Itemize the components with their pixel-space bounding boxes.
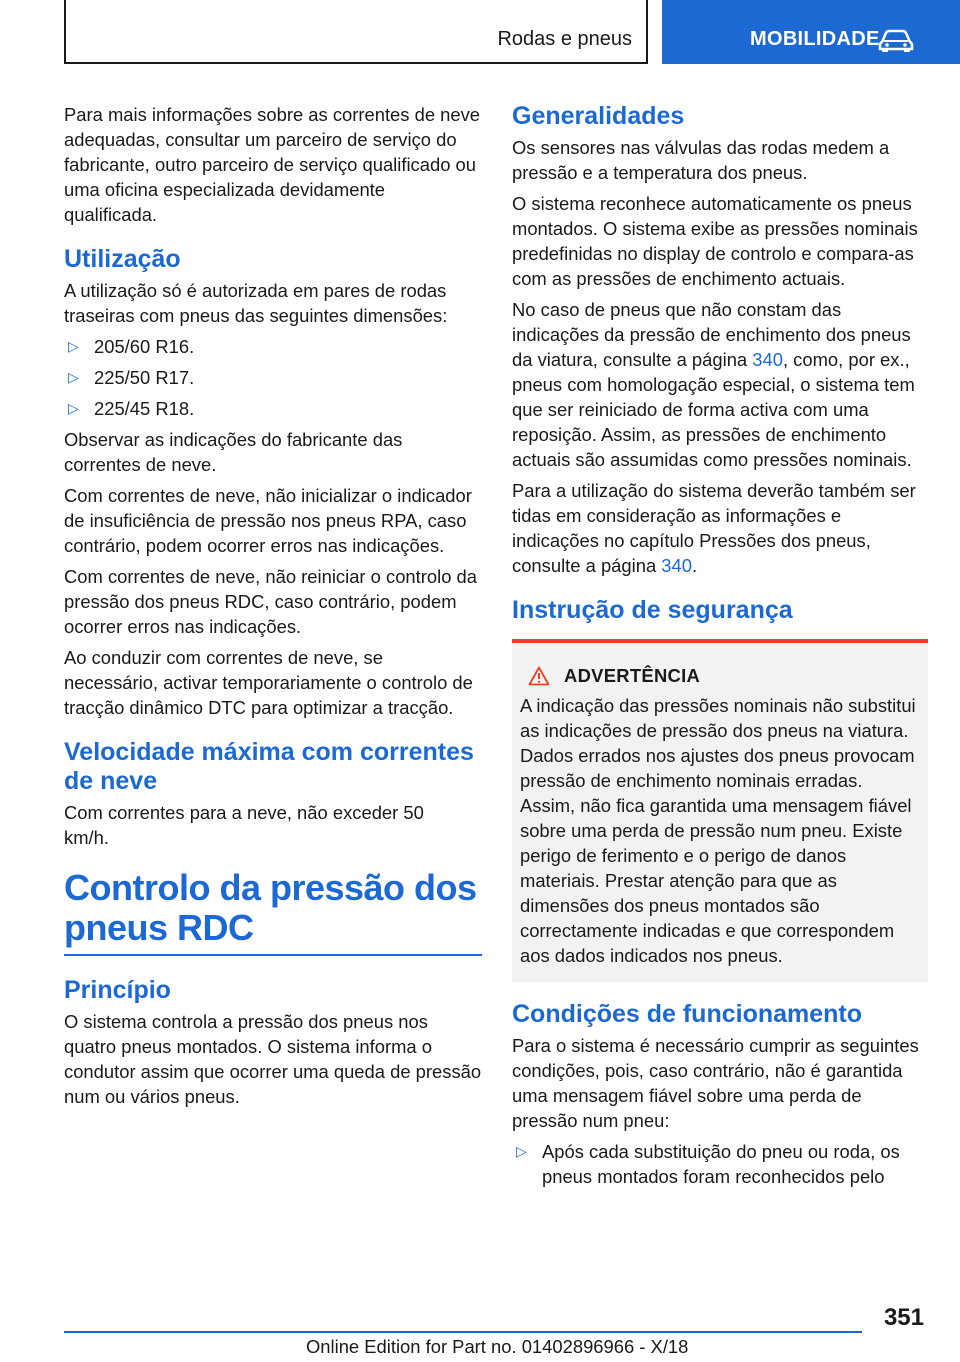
section-title: Rodas e pneus bbox=[497, 28, 632, 50]
conditions-paragraph: Para o sistema é necessário cumprir as seguintes condições, pois, caso contrário, não é garantida uma mensagem fiável sobre uma perda de pressão num pneu: bbox=[512, 1035, 919, 1131]
recognition-paragraph: O sistema reconhece automaticamente os pneus montados. O sistema exibe as pressões nominais predefinidas no display de controlo e compara-as com as pressões de enchimento actuais. bbox=[512, 193, 918, 289]
principle-paragraph: O sistema controla a pressão dos pneus nos quatro pneus montados. O sistema informa o condutor assim que ocorrer uma queda de pressão num ou vários pneus. bbox=[64, 1011, 482, 1107]
sensors-paragraph: Os sensores nas válvulas das rodas medem a pressão e a temperatura dos pneus. bbox=[512, 137, 890, 183]
car-icon bbox=[878, 28, 914, 52]
chapter-reference-paragraph: Para a utilização do sistema deverão também ser tidas em consideração as informações e indicações no capítulo Pressões dos pneus, consulte a página 340. bbox=[512, 480, 916, 576]
chapter-tab[interactable] bbox=[662, 0, 960, 64]
principle-heading: Princípio bbox=[64, 976, 171, 1004]
dtc-paragraph: Ao conduzir com correntes de neve, se necessário, activar temporariamente o controlo de tracção dinâmico DTC para optimizar a tracção. bbox=[64, 647, 473, 718]
list-item-text: 225/45 R18. bbox=[94, 398, 195, 419]
main-heading: Controlo da pressão dos pneus RDC bbox=[64, 867, 477, 948]
safety-heading: Instrução de segurança bbox=[512, 596, 793, 624]
header-section-box bbox=[64, 0, 648, 64]
list-item-text: Após cada substituição do pneu ou roda, os pneus montados foram reconhecidos pelo bbox=[542, 1141, 900, 1187]
speed-heading: Velocidade máxima com correntes de neve bbox=[64, 738, 474, 795]
triangle-bullet-icon: ▷ bbox=[68, 338, 79, 354]
warning-title: ADVERTÊNCIA bbox=[564, 665, 701, 686]
rpa-paragraph: Com correntes de neve, não inicializar o indicador de insuficiência de pressão nos pneus RPA, caso contrário, podem ocorrer erros nas indicações. bbox=[64, 485, 472, 556]
use-heading: Utilização bbox=[64, 245, 181, 273]
triangle-bullet-icon: ▷ bbox=[516, 1143, 527, 1159]
warning-text: A indicação das pressões nominais não substitui as indicações de pressão dos pneus na viatura. Dados errados nos ajustes dos pneus provocam pressão de enchimento nominais erradas. Assim, não fica garantida uma mensagem fiável sobre uma perda de pressão num pneu. Existe perigo de ferimento e o perigo de danos materiais. Prestar atenção para que as dimensões dos pneus montados são correctamente indicadas e que correspondem aos dados indicados nos pneus. bbox=[520, 695, 916, 966]
page-link[interactable]: 340 bbox=[752, 349, 783, 370]
triangle-bullet-icon: ▷ bbox=[68, 400, 79, 416]
right-column bbox=[512, 102, 928, 1195]
heading-divider bbox=[64, 954, 482, 956]
general-heading: Generalidades bbox=[512, 102, 685, 130]
left-column bbox=[64, 102, 482, 1115]
observe-paragraph: Observar as indicações do fabricante das correntes de neve. bbox=[64, 429, 403, 475]
footer-edition: Online Edition for Part no. 01402896966 - X/18 bbox=[306, 1336, 689, 1357]
footer-divider bbox=[64, 1331, 862, 1333]
list-item bbox=[64, 334, 482, 359]
triangle-bullet-icon: ▷ bbox=[68, 369, 79, 385]
list-item-text: 205/60 R16. bbox=[94, 336, 195, 357]
page-link[interactable]: 340 bbox=[661, 555, 692, 576]
list-item bbox=[64, 365, 482, 390]
warning-header bbox=[520, 665, 920, 687]
chapter-title: MOBILIDADE bbox=[750, 28, 880, 50]
warning-box bbox=[512, 639, 928, 982]
intro-paragraph: Para mais informações sobre as correntes de neve adequadas, consultar um parceiro de serviço do fabricante, outro parceiro de serviço qualificado ou uma oficina especializada devidamente qualificada. bbox=[64, 104, 481, 225]
conditions-heading: Condições de funcionamento bbox=[512, 1000, 863, 1028]
conditions-list bbox=[512, 1139, 928, 1189]
homologation-paragraph: No caso de pneus que não constam das indicações da pressão de enchimento dos pneus da viatura, consulte a página 340, como, por ex., pneus com homologação especial, o sistema tem que ser reiniciado de forma activa com uma reposição. Assim, as pressões de enchimento actuais são assumidas como pressões nominais. bbox=[512, 299, 915, 470]
speed-paragraph: Com correntes para a neve, não exceder 50 km/h. bbox=[64, 802, 424, 848]
rdc-paragraph: Com correntes de neve, não reiniciar o controlo da pressão dos pneus RDC, caso contrário, podem ocorrer erros nas indicações. bbox=[64, 566, 477, 637]
list-item-text: 225/50 R17. bbox=[94, 367, 195, 388]
use-paragraph: A utilização só é autorizada em pares de rodas traseiras com pneus das seguintes dimensões: bbox=[64, 280, 448, 326]
list-item bbox=[64, 396, 482, 421]
list-item bbox=[512, 1139, 928, 1189]
warning-triangle-icon bbox=[528, 666, 550, 686]
tire-size-list bbox=[64, 334, 482, 421]
page-number: 351 bbox=[883, 1304, 924, 1331]
